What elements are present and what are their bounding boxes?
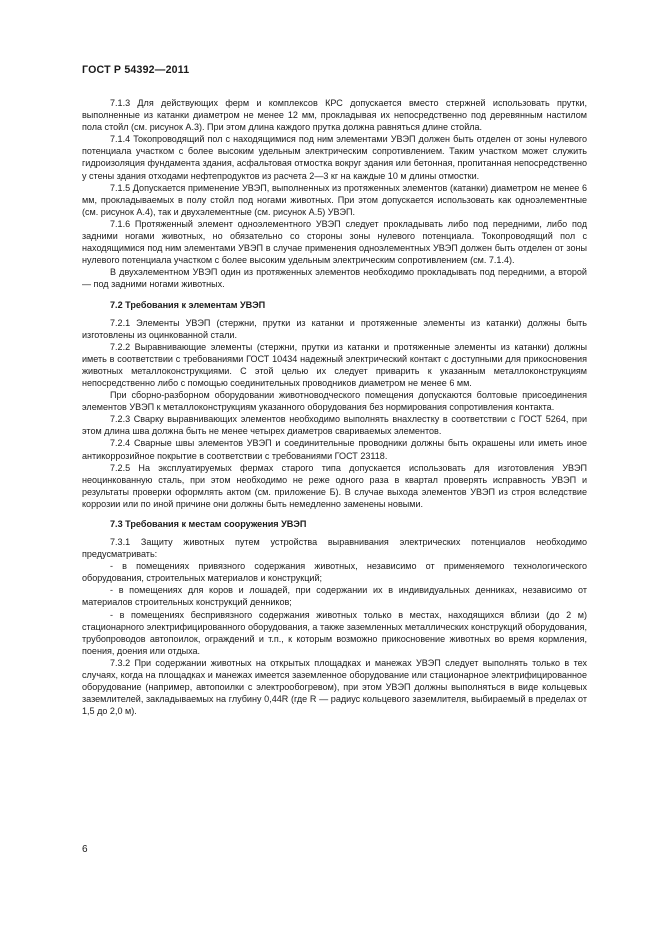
- list-item-tethered: - в помещениях привязного содержания животных, независимо от применяемого технологического оборудования, строительных материалов и конструкций;: [82, 561, 587, 584]
- paragraph-7-2-4: 7.2.4 Сварные швы элементов УВЭП и соединительные проводники должны быть окрашены или иметь иное антикоррозийное покрытие в соответствии с требованиями ГОСТ 23118.: [82, 438, 587, 461]
- list-item-loose-housing: - в помещениях беспривязного содержания животных только в местах, находящихся вблизи (до 2 м) стационарного электрифицированного оборудования, а также заземленных металлических конструкций оборудования, трубопроводов автопоилок, ограждений и т.п., к которым возможно прикосновение животных во время кормления, поения, доения или отдыха.: [82, 609, 587, 656]
- paragraph-7-1-5: 7.1.5 Допускается применение УВЭП, выполненных из протяженных элементов (катанки) диаметром не менее 6 мм, прокладываемых в полу стойл под ногами животных. При этом допускается использовать как одноэлементные (см. рисунок А.4), так и двухэлементные (см. рисунок А.5) УВЭП.: [82, 182, 587, 217]
- document-body: [82, 97, 587, 717]
- paragraph-7-2-1: 7.2.1 Элементы УВЭП (стержни, прутки из катанки и протяженные элементы из катанки) должны быть изготовлены из оцинкованной стали.: [82, 317, 587, 340]
- paragraph-7-1-3: 7.1.3 Для действующих ферм и комплексов КРС допускается вместо стержней использовать прутки, выполненные из катанки диаметром не менее 12 мм, прокладывая их непосредственно под деревянным настилом пола стойл (см. рисунок А.3). При этом длина каждого прутка должна равняться длине стойла.: [82, 98, 587, 133]
- section-heading-7-2: 7.2 Требования к элементам УВЭП: [110, 299, 266, 310]
- paragraph-7-3-2: 7.3.2 При содержании животных на открытых площадках и манежах УВЭП следует выполнять только в тех случаях, когда на площадках и манежах имеется заземленное оборудование или стационарное электрифицированное оборудование (например, автопоилки с электрообогревом), при этом УВЭП должны выполняться в виде кольцевых заземлителей, закладываемых на глубину 0,44R (где R — радиус кольцевого заземлителя, выбираемый в пределах от 1,5 до 2,0 м).: [82, 657, 587, 717]
- paragraph-bolted-connections: При сборно-разборном оборудовании животноводческого помещения допускаются болтовые присоединения элементов УВЭП к металлоконструкциям указанного оборудования без нормирования сопротивления контакта.: [82, 390, 587, 413]
- paragraph-7-3-1: 7.3.1 Защиту животных путем устройства выравнивания электрических потенциалов необходимо предусматривать:: [82, 537, 587, 560]
- list-item-stalls: - в помещениях для коров и лошадей, при содержании их в индивидуальных денниках, независимо от материалов строительных конструкций денников;: [82, 585, 587, 608]
- document-code-header: ГОСТ Р 54392—2011: [82, 64, 190, 76]
- paragraph-two-element: В двухэлементном УВЭП один из протяженных элементов необходимо прокладывать под передними, а второй — под задними ногами животных.: [82, 267, 587, 290]
- section-heading-7-3: 7.3 Требования к местам сооружения УВЭП: [110, 519, 307, 529]
- page-number: 6: [82, 844, 88, 855]
- paragraph-7-1-4: 7.1.4 Токопроводящий пол с находящимися под ним элементами УВЭП должен быть отделен от зоны нулевого потенциала участком с более высоким удельным электрическим сопротивлением. Таким участком может служить гидроизоляция фундамента здания, асфальтовая отмостка вокруг здания или бетонная, пропитанная непосредственно у стены здания отходами нефтепродуктов из расчета 2—3 кг на каждые 10 м длины отмостки.: [82, 134, 587, 181]
- paragraph-7-2-3: 7.2.3 Сварку выравнивающих элементов необходимо выполнять внахлестку в соответствии с ГОСТ 5264, при этом длина шва должна быть не менее четырех диаметров свариваемых элементов.: [82, 414, 587, 437]
- paragraph-7-2-2: 7.2.2 Выравнивающие элементы (стержни, прутки из катанки и протяженные элементы из катанки) должны иметь в соответствии с требованиями ГОСТ 10434 надежный электрический контакт с доступными для прикосновения животных металлоконструкциями. С этой целью их следует приварить к указанным металлоконструкциям непосредственно либо с помощью соединительных проводников диаметром не менее 6 мм.: [82, 341, 587, 388]
- paragraph-7-2-5: 7.2.5 На эксплуатируемых фермах старого типа допускается использовать для изготовления УВЭП неоцинкованную сталь, при этом необходимо не реже одного раза в квартал проверять исправность УВЭП и результаты проверки оформлять актом (см. приложение Б). В случае выхода элементов УВЭП из строя вследствие коррозии или по иной причине они должны быть немедленно заменены новыми.: [82, 462, 587, 509]
- paragraph-7-1-6: 7.1.6 Протяженный элемент одноэлементного УВЭП следует прокладывать либо под передними, либо под задними ногами животных, но обязательно со стороны зоны нулевого потенциала. Токопроводящий пол с находящимися под ним элементами УВЭП в случае применения одноэлементных УВЭП должен быть отделен от зоны нулевого потенциала участком с более высоким удельным электрическим сопротивлением (см. 7.1.4).: [82, 218, 587, 266]
